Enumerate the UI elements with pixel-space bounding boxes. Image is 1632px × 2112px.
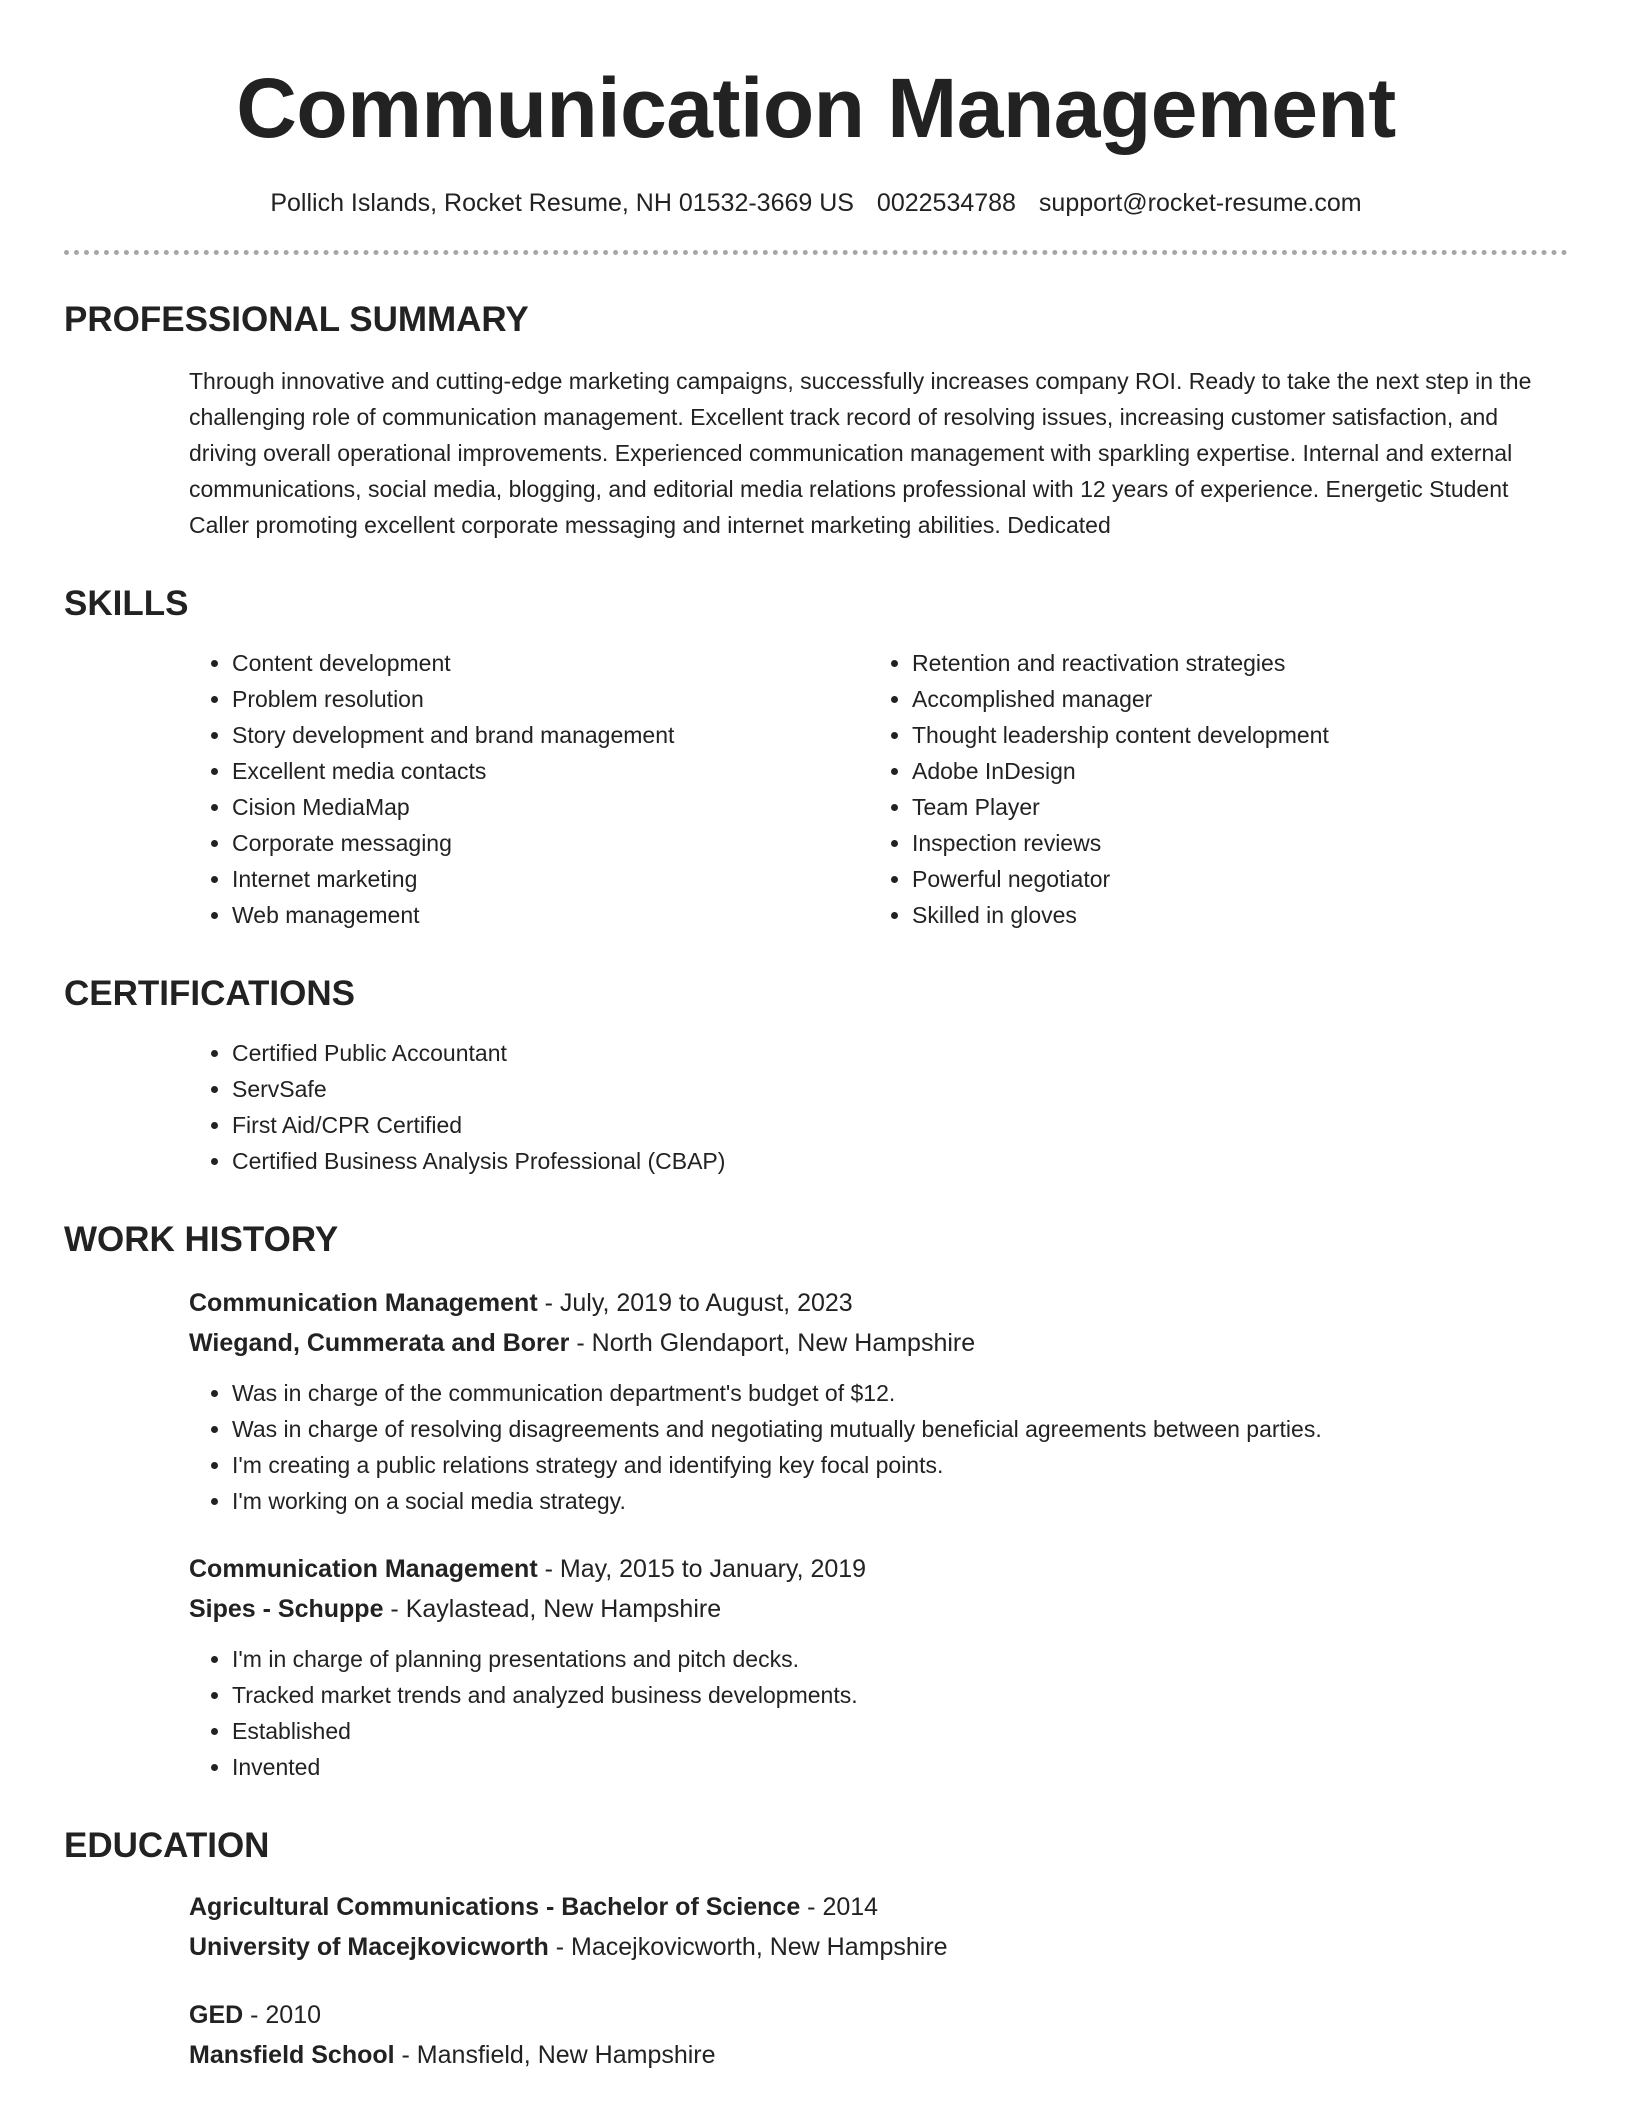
skill-item: • Accomplished manager (912, 681, 1549, 717)
skill-item: • Corporate messaging (232, 825, 869, 861)
education-location: - Macejkovicworth, New Hampshire (548, 1933, 948, 1961)
skill-item: • Retention and reactivation strategies (912, 645, 1549, 681)
job-dates: - May, 2015 to January, 2019 (537, 1555, 867, 1583)
education-degree-line (189, 1887, 1568, 1927)
certifications-list (189, 1035, 1568, 1179)
certification-item: • Certified Public Accountant (232, 1035, 1568, 1071)
education-degree: Agricultural Communications - Bachelor of Science (189, 1893, 801, 1921)
skills-grid (189, 625, 1568, 933)
skills-column-right (869, 625, 1549, 933)
education-year: - 2010 (243, 2001, 322, 2029)
skill-item: • Team Player (912, 789, 1549, 825)
certification-item: • First Aid/CPR Certified (232, 1107, 1568, 1143)
job-company: Wiegand, Cummerata and Borer (189, 1329, 570, 1357)
certifications-body (189, 1035, 1568, 1179)
skill-item: • Adobe InDesign (912, 753, 1549, 789)
skills-list-right (869, 645, 1549, 933)
education-degree: GED (189, 2001, 244, 2029)
job-title: Communication Management (189, 1289, 538, 1317)
contact-line (64, 188, 1568, 218)
education-section (64, 1825, 1568, 2075)
education-school: Mansfield School (189, 2041, 395, 2069)
job-duty-item: • Was in charge of the communication department's budget of $12. (232, 1375, 1568, 1411)
skill-item: • Web management (232, 897, 869, 933)
job-title-line (189, 1549, 1568, 1589)
job-dates: - July, 2019 to August, 2023 (537, 1289, 853, 1317)
summary-section (64, 299, 1568, 543)
job-duty-item: • Tracked market trends and analyzed business developments. (232, 1677, 1568, 1713)
job-location: - Kaylastead, New Hampshire (383, 1595, 722, 1623)
job-company-line (189, 1589, 1568, 1629)
work-history-heading: WORK HISTORY (64, 1220, 339, 1259)
skill-item: • Thought leadership content development (912, 717, 1549, 753)
contact-address: Pollich Islands, Rocket Resume, NH 01532-3669 US (270, 189, 854, 217)
certification-item: • ServSafe (232, 1071, 1568, 1107)
skills-list-left (189, 645, 869, 933)
job-duty-item: • Established (232, 1713, 1568, 1749)
skill-item: • Skilled in gloves (912, 897, 1549, 933)
skills-heading: SKILLS (64, 584, 189, 623)
education-school-line (189, 1927, 1568, 1967)
job-duty-item: • I'm in charge of planning presentations and pitch decks. (232, 1641, 1568, 1677)
skill-item: • Inspection reviews (912, 825, 1549, 861)
skill-item: • Cision MediaMap (232, 789, 869, 825)
job-title-line (189, 1283, 1568, 1323)
job-duties-list (189, 1375, 1568, 1519)
skill-item: • Content development (232, 645, 869, 681)
summary-text: Through innovative and cutting-edge marketing campaigns, successfully increases company ROI. Ready to take the next step in the challenging role of communication management. Excellent track record of resolving issues, increasing customer satisfaction, and driving overall operational improvements. Experienced communication management with sparkling expertise. Internal and external communications, social media, blogging, and editorial media relations professional with 12 years of experience. Energetic Student Caller promoting excellent corporate messaging and internet marketing abilities. Dedicated (189, 368, 1532, 538)
summary-heading: PROFESSIONAL SUMMARY (64, 300, 529, 339)
resume-page (64, 0, 1568, 2075)
certifications-heading: CERTIFICATIONS (64, 974, 356, 1013)
education-entry (189, 1887, 1568, 1967)
skill-item: • Story development and brand management (232, 717, 869, 753)
education-entry (189, 1995, 1568, 2075)
work-history-body (189, 1283, 1568, 1785)
work-history-section (64, 1219, 1568, 1785)
candidate-name: Communication Management (236, 61, 1396, 155)
job-duties-list (189, 1641, 1568, 1785)
job-title: Communication Management (189, 1555, 538, 1583)
education-year: - 2014 (800, 1893, 879, 1921)
contact-email: support@rocket-resume.com (1038, 189, 1362, 217)
skill-item: • Problem resolution (232, 681, 869, 717)
education-school: University of Macejkovicworth (189, 1933, 549, 1961)
resume-header (64, 58, 1568, 255)
job-location: - North Glendaport, New Hampshire (569, 1329, 976, 1357)
education-body (189, 1887, 1568, 2075)
skill-item: • Excellent media contacts (232, 753, 869, 789)
header-divider (64, 250, 1568, 255)
job-company-line (189, 1323, 1568, 1363)
certifications-section (64, 973, 1568, 1179)
skill-item: • Powerful negotiator (912, 861, 1549, 897)
job-duty-item: • Invented (232, 1749, 1568, 1785)
education-location: - Mansfield, New Hampshire (394, 2041, 716, 2069)
skill-item: • Internet marketing (232, 861, 869, 897)
education-school-line (189, 2035, 1568, 2075)
job-duty-item: • Was in charge of resolving disagreements and negotiating mutually beneficial agreements between parties. (232, 1411, 1568, 1447)
skills-column-left (189, 625, 869, 933)
education-heading: EDUCATION (64, 1826, 270, 1865)
education-degree-line (189, 1995, 1568, 2035)
skills-section (64, 583, 1568, 933)
job-entry (189, 1549, 1568, 1785)
job-duty-item: • I'm creating a public relations strategy and identifying key focal points. (232, 1447, 1568, 1483)
job-duty-item: • I'm working on a social media strategy. (232, 1483, 1568, 1519)
job-entry (189, 1283, 1568, 1519)
certification-item: • Certified Business Analysis Professional (CBAP) (232, 1143, 1568, 1179)
job-company: Sipes - Schuppe (189, 1595, 384, 1623)
contact-phone: 0022534788 (876, 189, 1016, 217)
